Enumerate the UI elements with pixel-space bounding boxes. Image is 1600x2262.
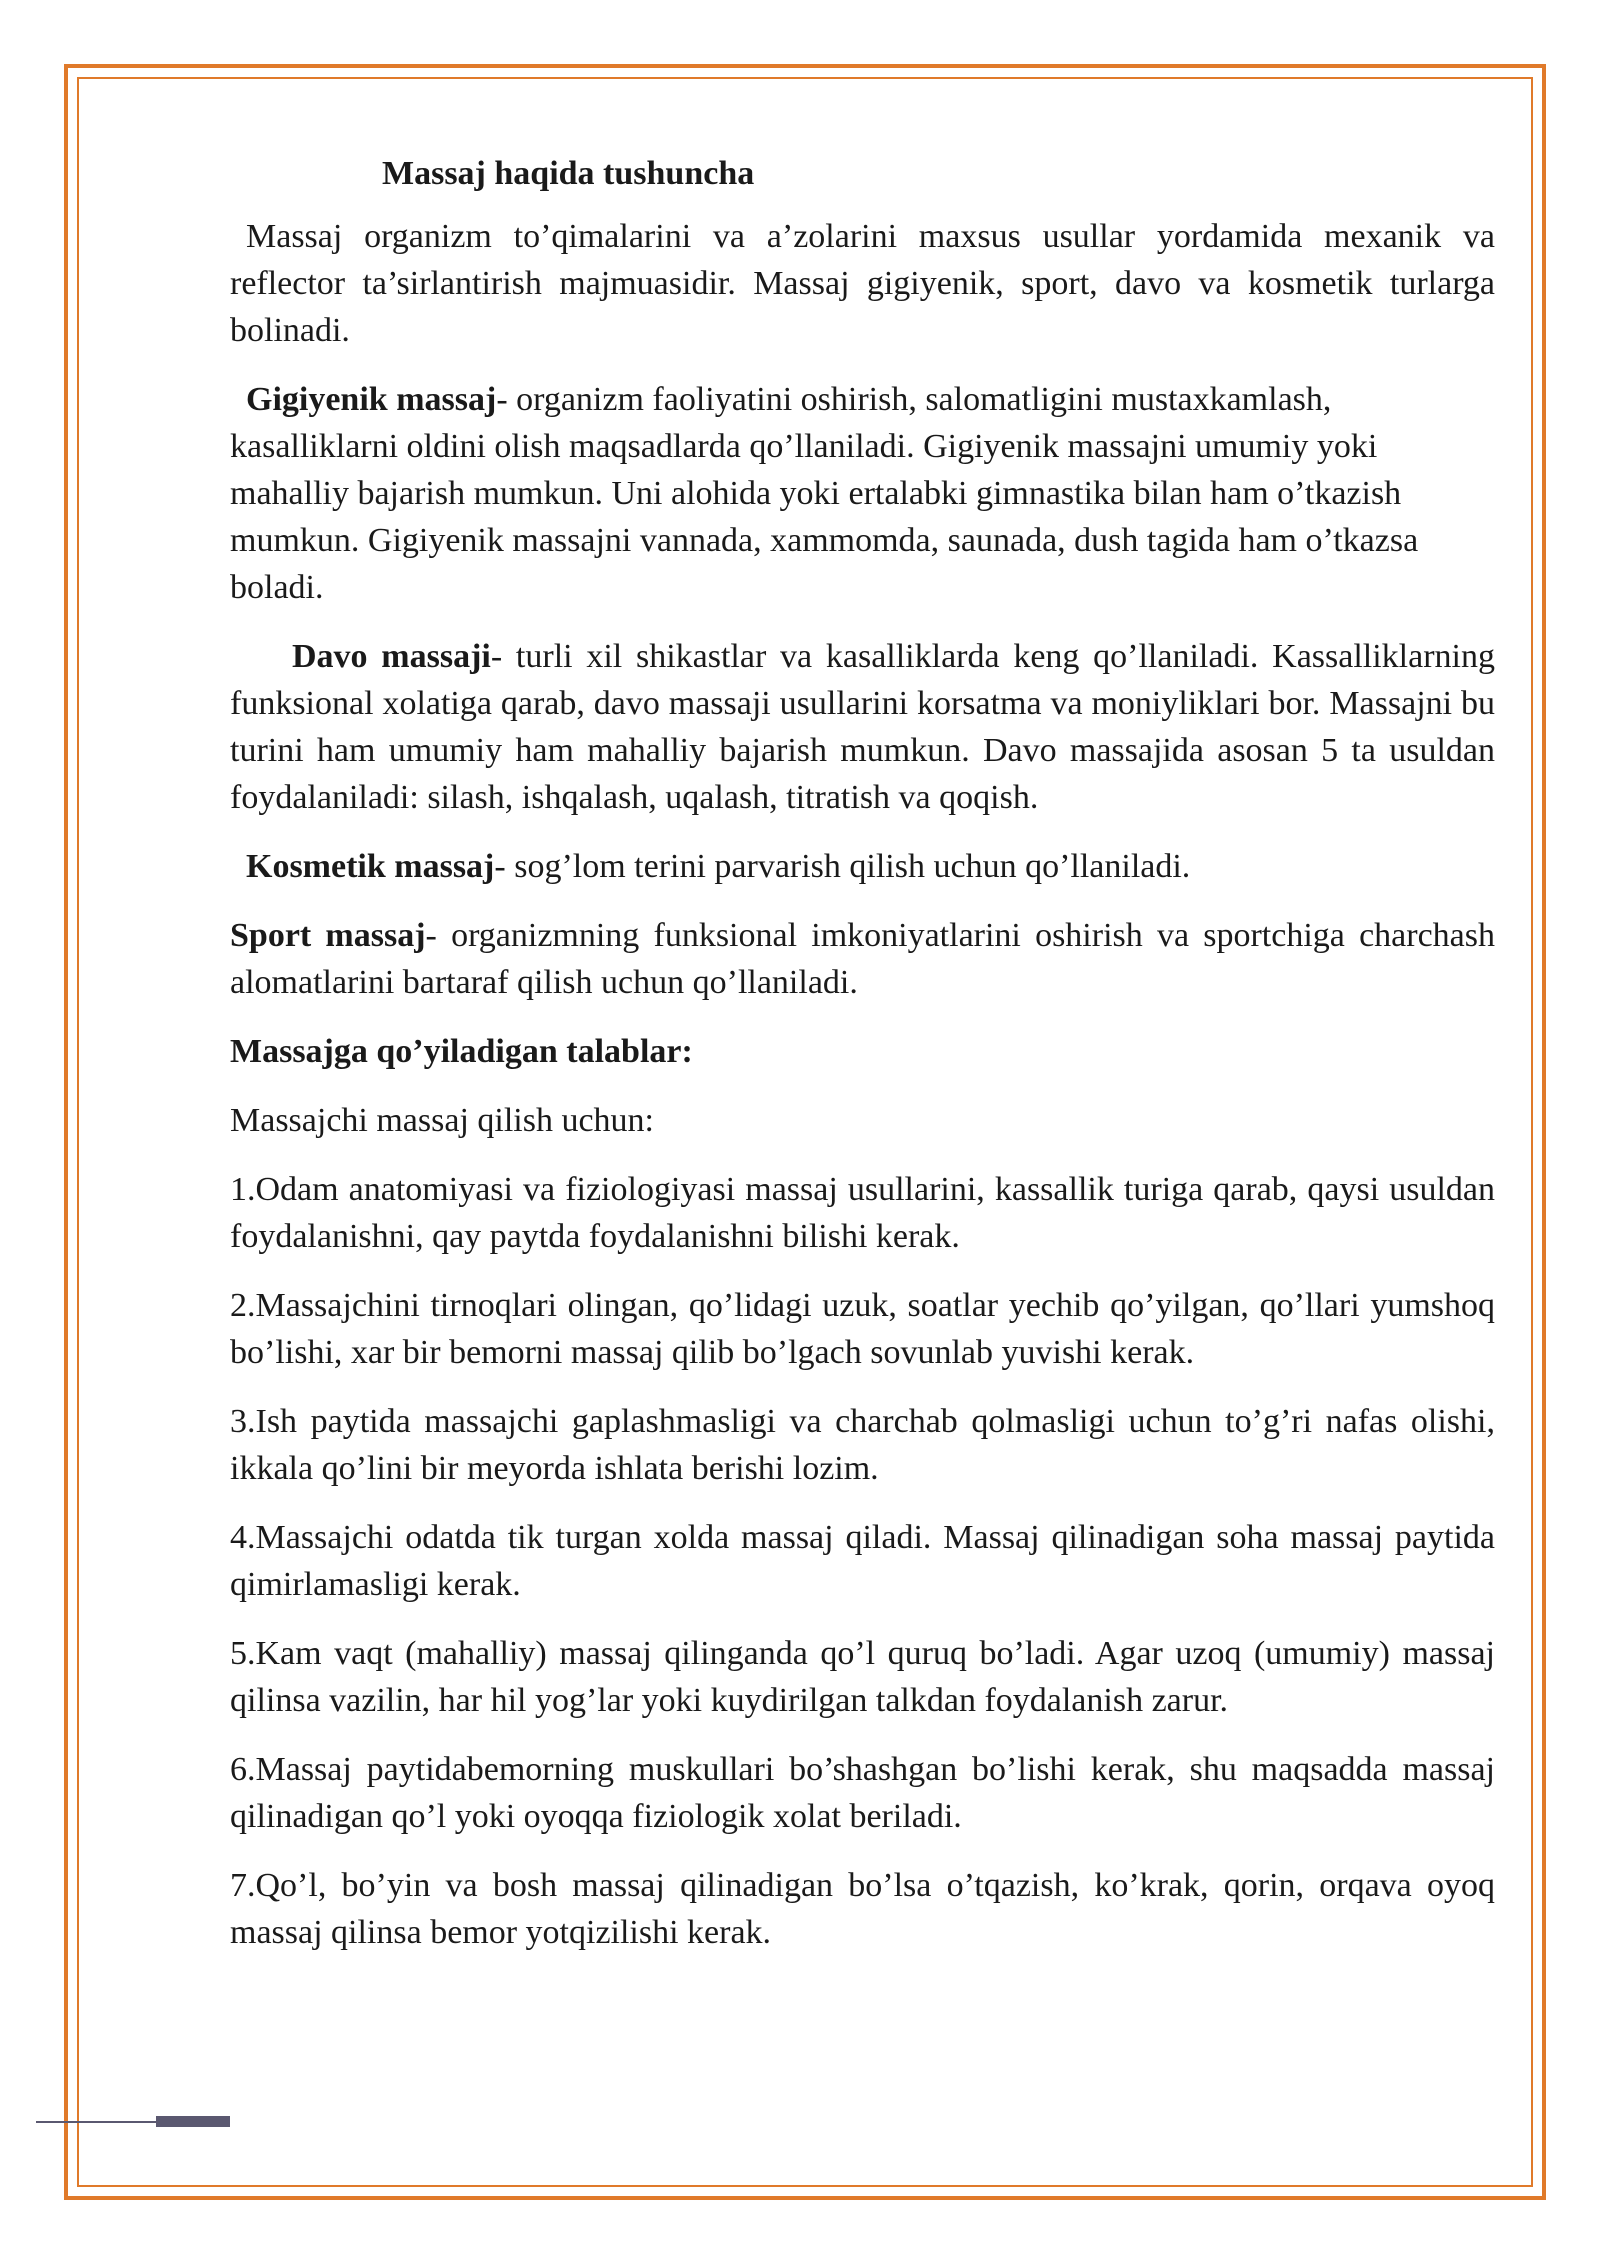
- type-text: - turli xil shikastlar va kasalliklarda keng qo’llaniladi. Kassalliklarning funksional xolatiga qarab, davo massaji usullarini korsatma va moniyliklari bor. Massajni bu turini ham umumiy ham mahalliy bajarish mumkun. Davo massajida asosan 5 ta usuldan foydalaniladi: silash, ishqalash, uqalash, titratish va qoqish.: [230, 638, 1495, 816]
- type-paragraph-hygienic: [230, 376, 1495, 611]
- type-text: - organizm faoliyatini oshirish, salomatligini mustaxkamlash, kasalliklarni oldini olish maqsadlarda qo’llaniladi. Gigiyenik massajni umumiy yoki mahalliy bajarish mumkun. Uni alohida yoki ertalabki gimnastika bilan ham o’tkazish mumkun. Gigiyenik massajni vannada, xammomda, saunada, dush tagida ham o’tkazsa boladi.: [230, 381, 1419, 606]
- footer-divider-line: [36, 2121, 156, 2123]
- intro-paragraph: Massaj organizm to’qimalarini va a’zolarini maxsus usullar yordamida mexanik va reflector ta’sirlantirish majmuasidir. Massaj gigiyenik, sport, davo va kosmetik turlarga bolinadi.: [230, 218, 1495, 349]
- type-paragraph-cosmetic: [230, 843, 1495, 890]
- requirement-item: 2.Massajchini tirnoqlari olingan, qo’lidagi uzuk, soatlar yechib qo’yilgan, qo’llari yumshoq bo’lishi, xar bir bemorni massaj qilib bo’lgach sovunlab yuvishi kerak.: [230, 1287, 1495, 1371]
- requirement-item: 4.Massajchi odatda tik turgan xolda massaj qiladi. Massaj qilinadigan soha massaj paytida qimirlamasligi kerak.: [230, 1519, 1495, 1603]
- requirements-heading: Massajga qo’yiladigan talablar:: [230, 1033, 693, 1070]
- type-text: - organizmning funksional imkoniyatlarini oshirish va sportchiga charchash alomatlarini bartaraf qilish uchun qo’llaniladi.: [230, 917, 1495, 1001]
- type-text: - sog’lom terini parvarish qilish uchun qo’llaniladi.: [494, 848, 1191, 885]
- requirement-item: 3.Ish paytida massajchi gaplashmasligi va charchab qolmasligi uchun to’g’ri nafas olishi, ikkala qo’lini bir meyorda ishlata berishi lozim.: [230, 1403, 1495, 1487]
- type-paragraph-treatment: [230, 633, 1495, 821]
- document-title: Massaj haqida tushuncha: [382, 155, 755, 192]
- type-term: Gigiyenik massaj: [246, 381, 497, 418]
- type-term: Kosmetik massaj: [246, 848, 495, 885]
- footer-accent-bar: [156, 2116, 230, 2127]
- type-paragraph-sport: [230, 912, 1495, 1006]
- requirement-item: 7.Qo’l, bo’yin va bosh massaj qilinadigan bo’lsa o’tqazish, ko’krak, qorin, orqava oyoq massaj qilinsa bemor yotqizilishi kerak.: [230, 1867, 1495, 1951]
- requirements-intro: Massajchi massaj qilish uchun:: [230, 1102, 655, 1139]
- requirement-item: 5.Kam vaqt (mahalliy) massaj qilinganda qo’l quruq bo’ladi. Agar uzoq (umumiy) massaj qilinsa vazilin, har hil yog’lar yoki kuydirilgan talkdan foydalanish zarur.: [230, 1635, 1495, 1719]
- type-term: Sport massaj: [230, 917, 426, 954]
- requirement-item: 1.Odam anatomiyasi va fiziologiyasi massaj usullarini, kassallik turiga qarab, qaysi usuldan foydalanishni, qay paytda foydalanishni bilishi kerak.: [230, 1171, 1495, 1255]
- requirement-item: 6.Massaj paytidabemorning muskullari bo’shashgan bo’lishi kerak, shu maqsadda massaj qilinadigan qo’l yoki oyoqqa fiziologik xolat beriladi.: [230, 1751, 1495, 1835]
- document-body: [230, 150, 1495, 1978]
- type-term: Davo massaji: [292, 638, 491, 675]
